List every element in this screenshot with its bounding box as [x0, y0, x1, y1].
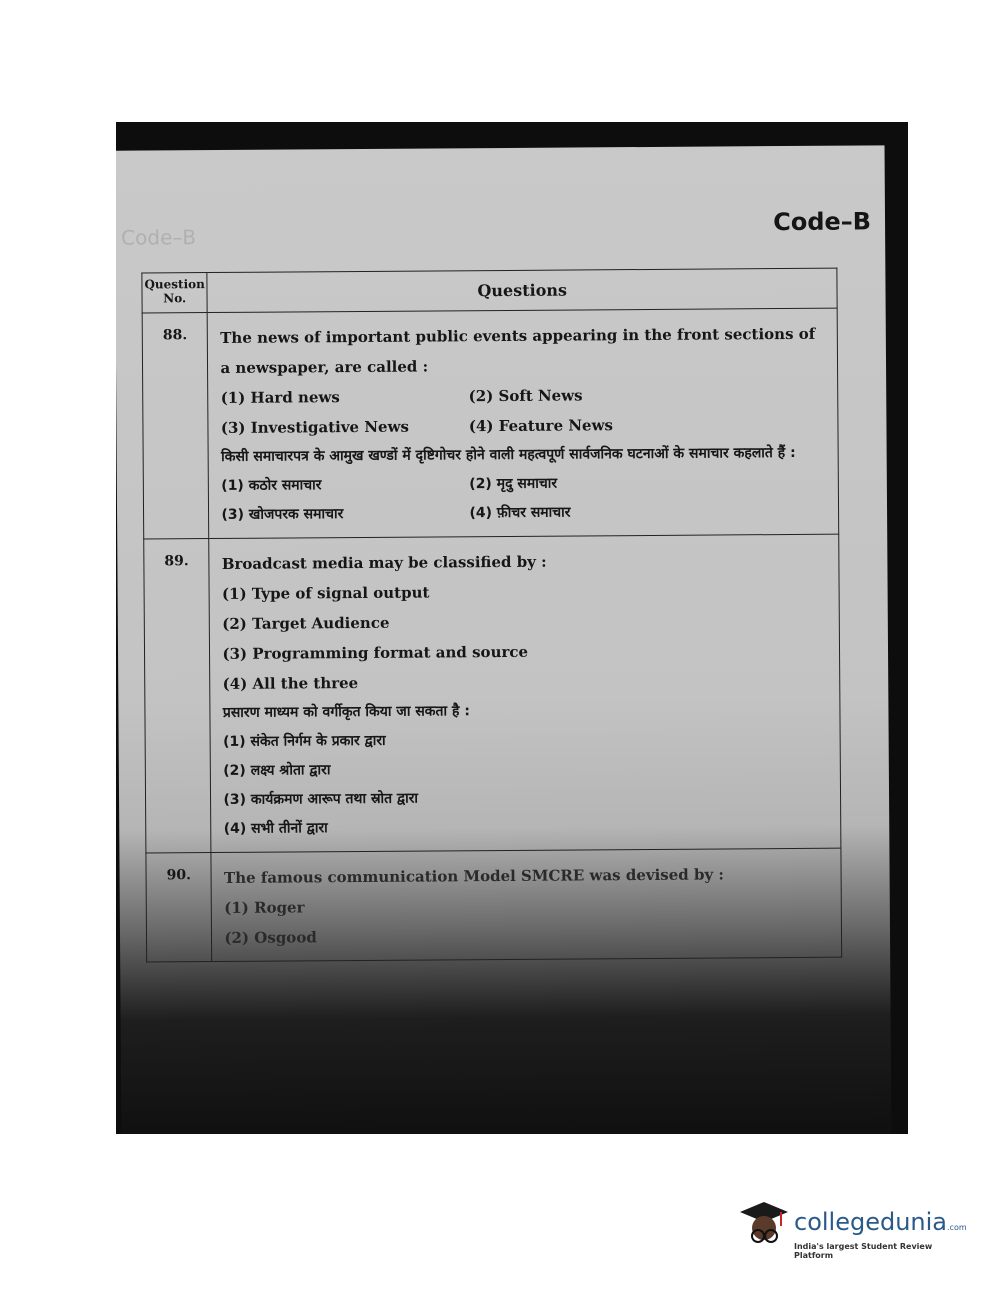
table-header-row: [142, 268, 837, 313]
question-text-en: Broadcast media may be classified by :: [221, 552, 547, 573]
option-3-hi: (3) खोजपरक समाचार: [221, 506, 344, 523]
paper-code: Code–B: [773, 207, 872, 237]
question-body: [211, 848, 841, 961]
options-row-hi: [221, 468, 830, 501]
question-text-hi: किसी समाचारपत्र के आमुख खण्डों में दृष्टिगोचर होने वाली महत्वपूर्ण सार्वजनिक घटनाओं के समाचार कहलाते हैं :: [221, 444, 796, 465]
question-text-en: The news of important public events appearing in the front sections of a newspaper, are called :: [220, 324, 816, 377]
options-row-hi: [221, 497, 830, 530]
option-2: (2) Soft News: [468, 386, 583, 406]
questions-header: Questions: [207, 268, 837, 312]
option-3: (3) Programming format and source: [222, 642, 529, 663]
bleed-through-code: Code–B: [121, 225, 197, 250]
brand-tagline: India's largest Student Review Platform: [794, 1242, 933, 1260]
option-1: (1) Type of signal output: [221, 583, 430, 603]
option-1: (1) Roger: [224, 898, 305, 917]
questions-table: [141, 268, 842, 963]
option-4-hi: (4) फ़ीचर समाचार: [469, 504, 571, 522]
question-88: [142, 308, 839, 539]
option-2: (2) Osgood: [224, 928, 317, 947]
option-4-hi: (4) सभी तीनों द्वारा: [223, 820, 328, 837]
option-1: (1) Hard news: [220, 388, 340, 407]
question-body: [209, 534, 841, 852]
question-89: [144, 534, 841, 853]
option-2: (2) Target Audience: [222, 613, 390, 633]
question-text-en: The famous communication Model SMCRE was devised by :: [223, 865, 724, 887]
options-row: [221, 379, 830, 413]
option-2-hi: (2) मृदु समाचार: [469, 475, 558, 493]
option-4: (4) Feature News: [468, 416, 613, 436]
question-body: [208, 308, 839, 538]
question-number: 88.: [142, 313, 209, 539]
question-number: 89.: [144, 539, 212, 853]
exam-paper: [116, 145, 891, 1134]
option-1-hi: (1) कठोर समाचार: [221, 477, 322, 494]
option-2-hi: (2) लक्ष्य श्रोता द्वारा: [223, 762, 331, 779]
question-number: 90.: [146, 853, 212, 962]
collegedunia-logo[interactable]: [736, 1196, 966, 1266]
option-3-hi: (3) कार्यक्रमण आरूप तथा स्रोत द्वारा: [223, 790, 419, 808]
question-90: [146, 848, 842, 962]
option-1-hi: (1) संकेत निर्गम के प्रकार द्वारा: [222, 732, 386, 750]
option-4: (4) All the three: [222, 674, 359, 693]
option-3: (3) Investigative News: [220, 417, 409, 437]
question-text-hi: प्रसारण माध्यम को वर्गीकृत किया जा सकता है :: [222, 703, 470, 721]
scanned-page-photo: [116, 122, 908, 1134]
mascot-icon: [736, 1196, 792, 1256]
brand-name: collegedunia.com: [794, 1208, 967, 1236]
options-row: [221, 409, 830, 443]
question-no-header: Question No.: [142, 273, 208, 313]
